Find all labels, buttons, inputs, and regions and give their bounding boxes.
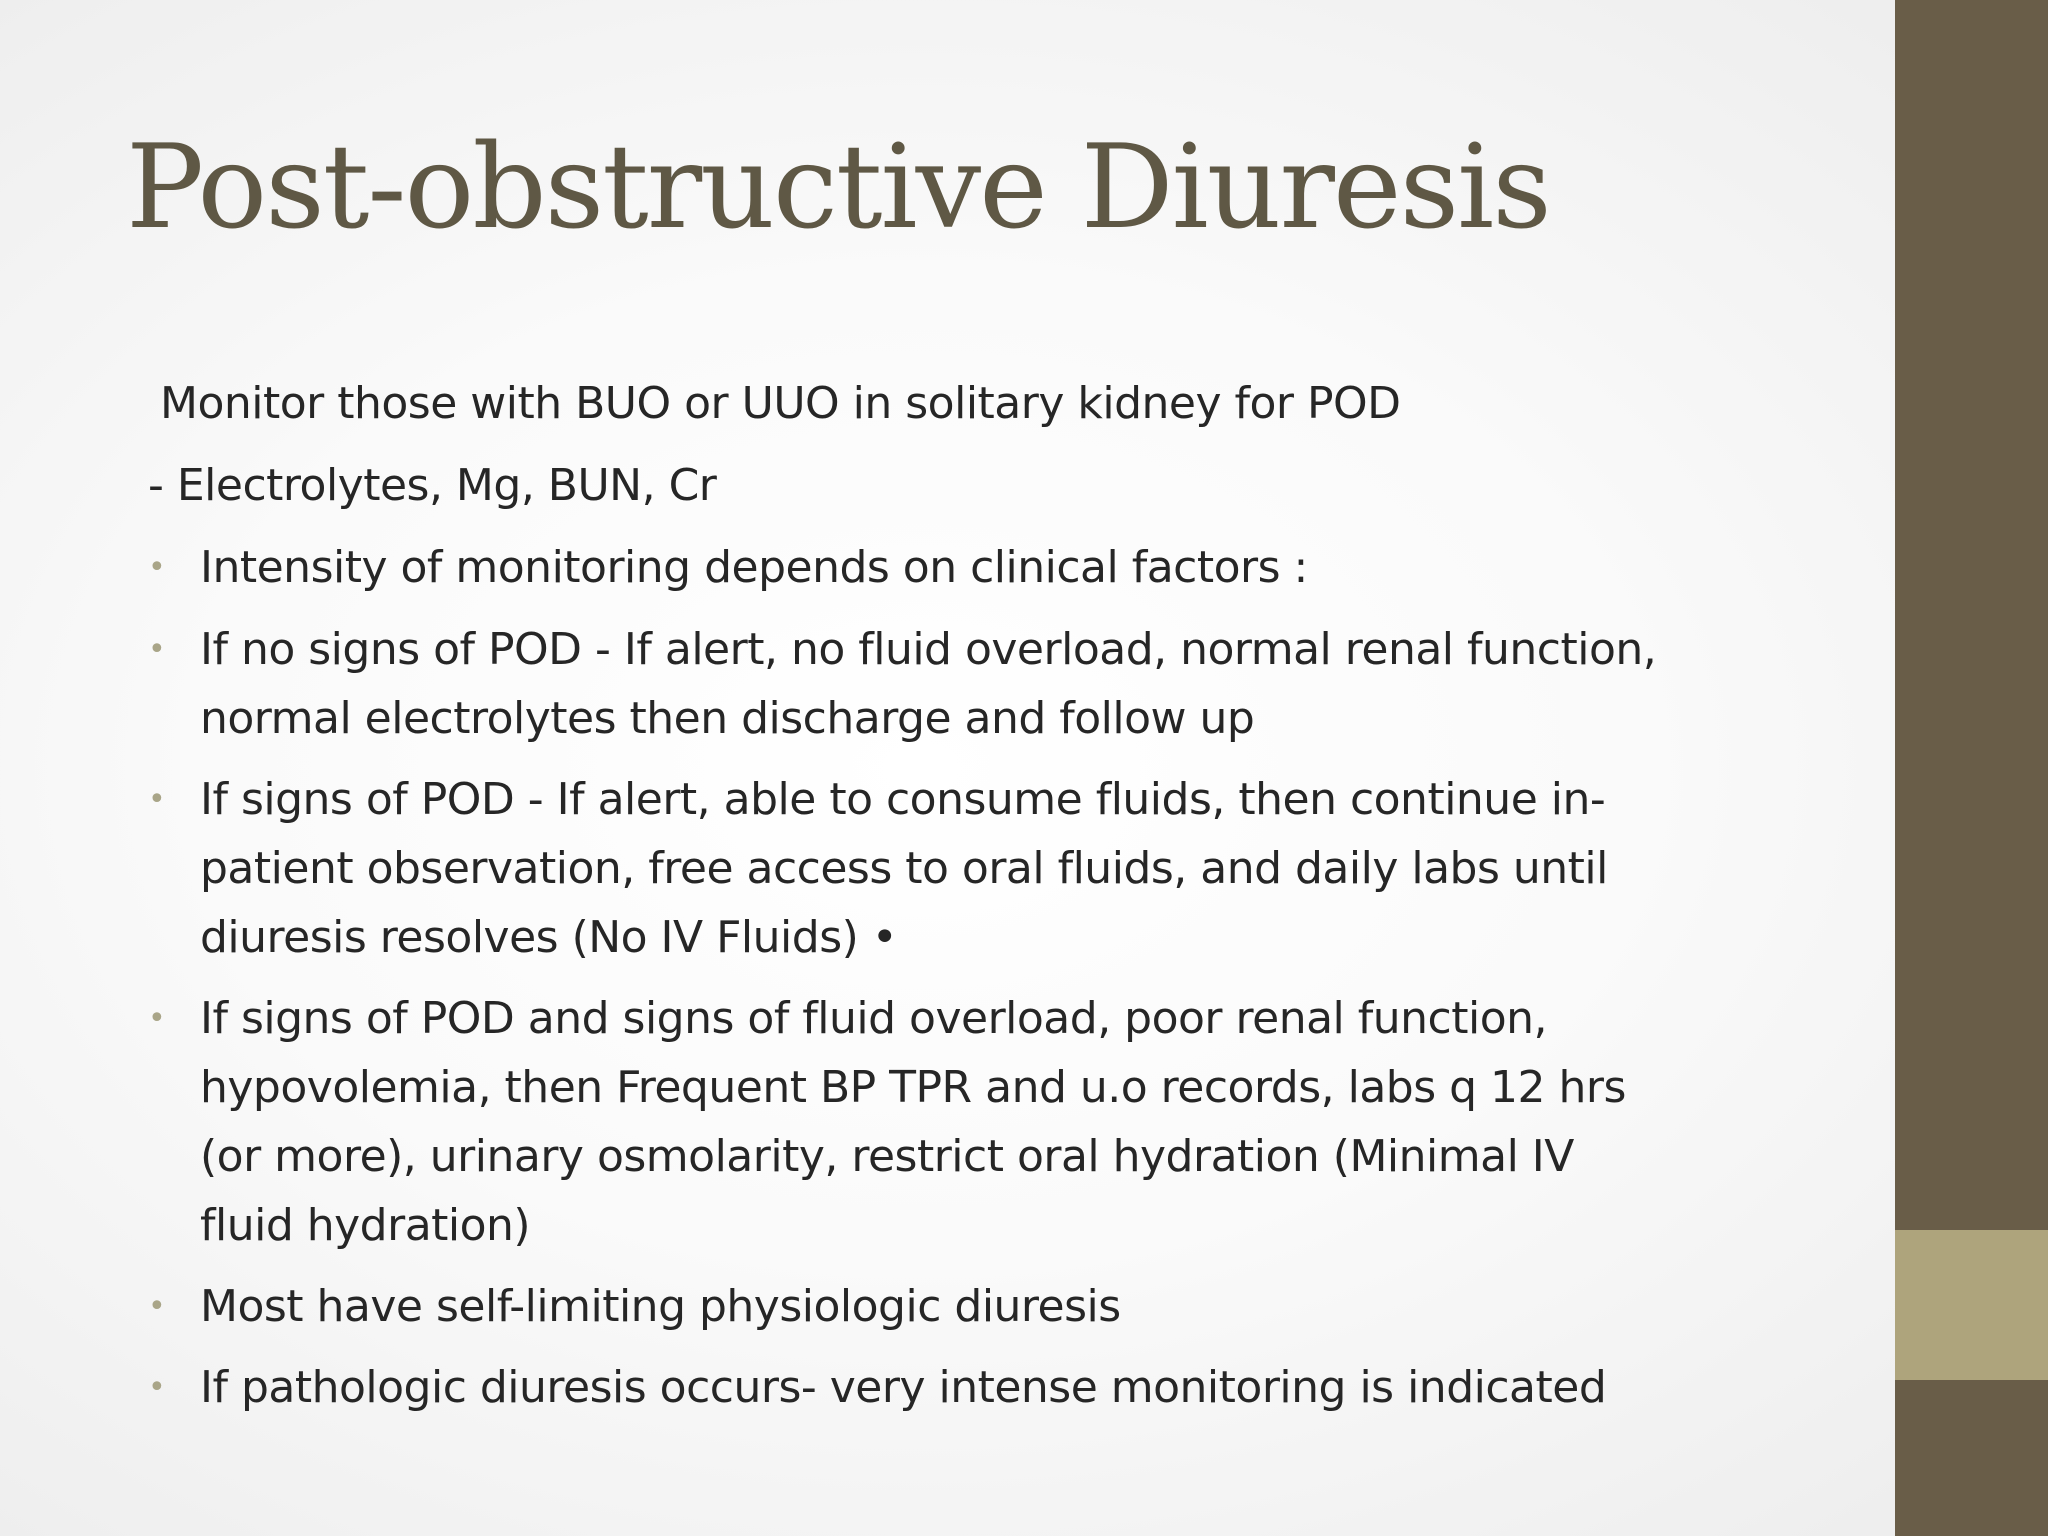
intro-line: Monitor those with BUO or UUO in solitary kidney for POD <box>160 378 1401 429</box>
bullet-icon: • <box>148 632 166 667</box>
bullet-icon: • <box>148 1001 166 1036</box>
bullet-icon: • <box>148 782 166 817</box>
side-accent-decoration <box>1895 1230 2048 1380</box>
bullet-4-line-3: (or more), urinary osmolarity, restrict oral hydration (Minimal IV <box>200 1131 1574 1182</box>
bullet-1-line-1: Intensity of monitoring depends on clinical factors : <box>200 542 1308 593</box>
bullet-4-line-2: hypovolemia, then Frequent BP TPR and u.o records, labs q 12 hrs <box>200 1062 1626 1113</box>
bullet-icon: • <box>148 1289 166 1324</box>
dash-line: - Electrolytes, Mg, BUN, Cr <box>148 460 717 511</box>
bullet-3-line-3: diuresis resolves (No IV Fluids) • <box>200 912 898 963</box>
bullet-icon: • <box>148 1370 166 1405</box>
bullet-4-line-1: If signs of POD and signs of fluid overload, poor renal function, <box>200 993 1547 1044</box>
bullet-5-line-1: Most have self-limiting physiologic diuresis <box>200 1281 1121 1332</box>
bullet-3-line-1: If signs of POD - If alert, able to consume fluids, then continue in- <box>200 774 1606 825</box>
bullet-3-line-2: patient observation, free access to oral fluids, and daily labs until <box>200 843 1608 894</box>
bullet-4-line-4: fluid hydration) <box>200 1200 531 1251</box>
bullet-6-line-1: If pathologic diuresis occurs- very intense monitoring is indicated <box>200 1362 1607 1413</box>
slide-title: Post-obstructive Diuresis <box>126 120 1550 255</box>
bullet-2-line-2: normal electrolytes then discharge and follow up <box>200 693 1255 744</box>
bullet-icon: • <box>148 550 166 585</box>
bullet-2-line-1: If no signs of POD - If alert, no fluid overload, normal renal function, <box>200 624 1657 675</box>
